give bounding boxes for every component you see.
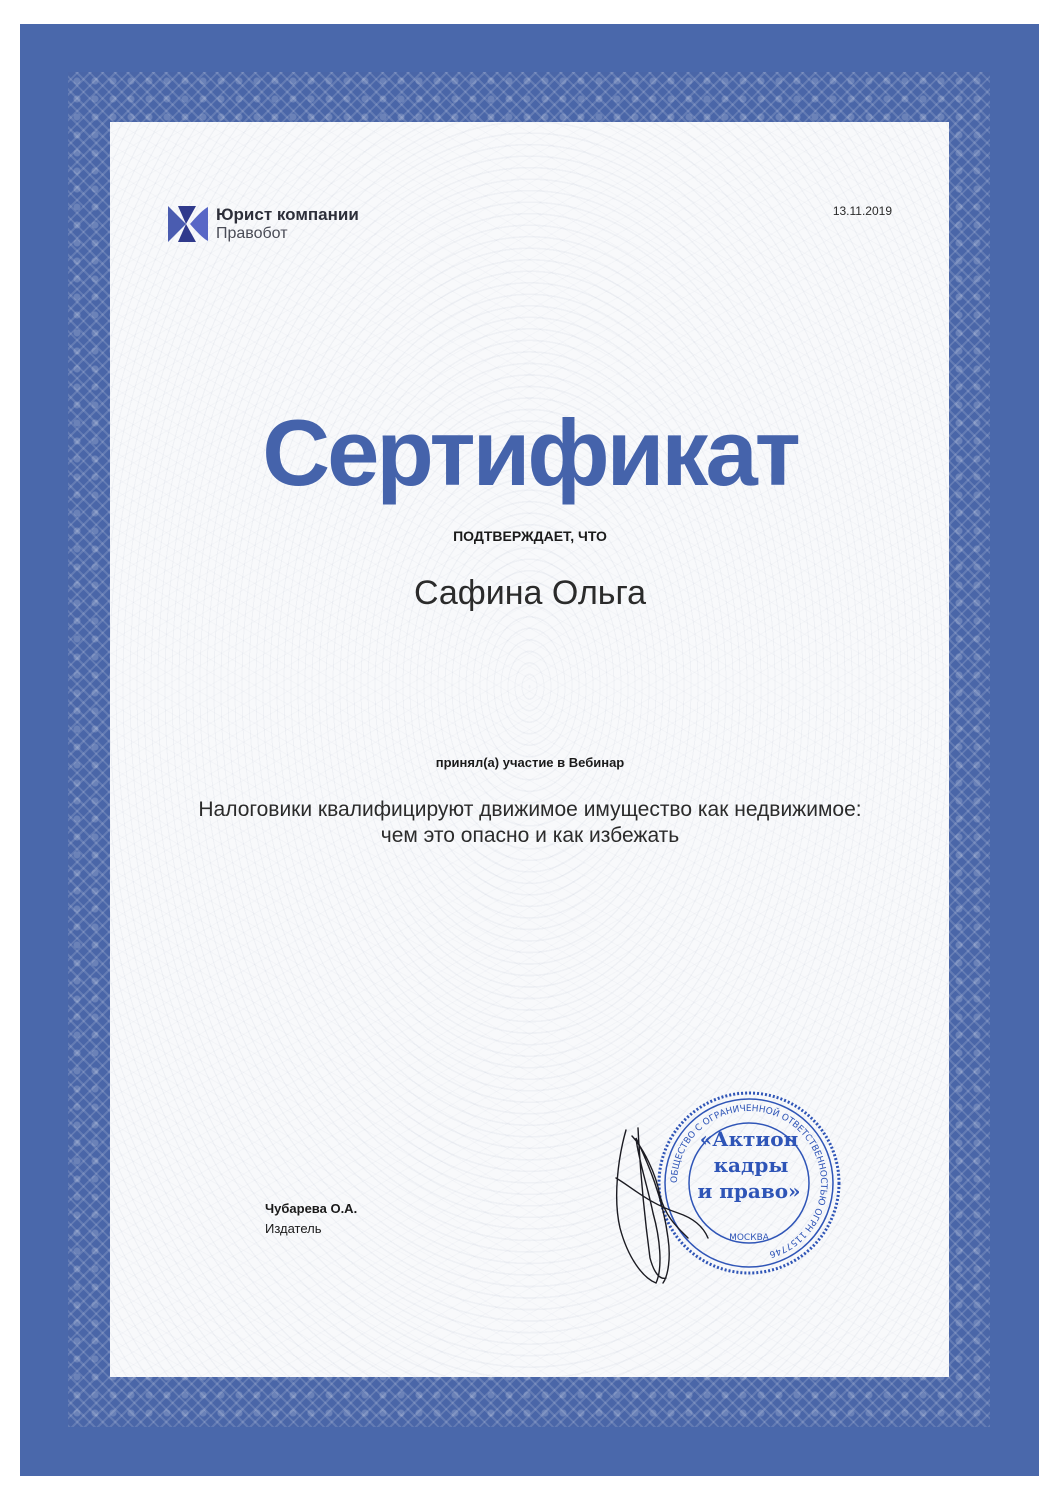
logo-mark-icon <box>168 206 208 242</box>
participation-label: принял(а) участие в Вебинар <box>435 755 625 770</box>
logo-title: Юрист компании <box>216 205 359 224</box>
seal-line-2: кадры <box>713 1153 789 1177</box>
issue-date: 13.11.2019 <box>832 204 892 218</box>
seal-city: МОСКВА <box>729 1233 769 1243</box>
signer-role: Издатель <box>265 1221 322 1236</box>
logo-subtitle: Правобот <box>216 224 288 242</box>
seal-line-1: «Актион <box>699 1127 799 1151</box>
seal-line-3: и право» <box>697 1179 801 1203</box>
signer-name: Чубарева О.А. <box>265 1201 358 1216</box>
webinar-title: Налоговики квалифицируют движимое имущество как недвижимое: чем это опасно и как избежать <box>198 798 862 848</box>
confirms-label: ПОДТВЕРЖДАЕТ, ЧТО <box>453 528 607 544</box>
seal-ring-text: ОБЩЕСТВО С ОГРАНИЧЕННОЙ ОТВЕТСТВЕННОСТЬЮ ОГРН 1157746 <box>669 1103 829 1259</box>
recipient-name: Сафина Ольга <box>413 574 647 612</box>
company-logo <box>168 206 359 242</box>
signature-icon <box>608 1118 718 1288</box>
certificate-heading: Сертификат <box>262 400 798 505</box>
